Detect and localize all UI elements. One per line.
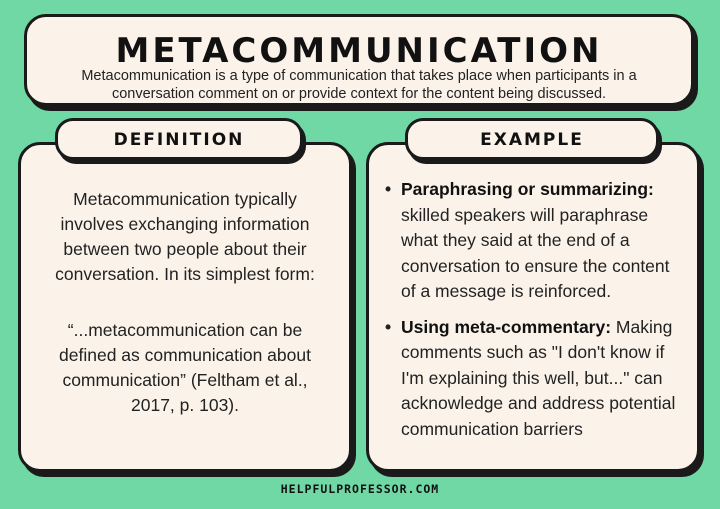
example-card — [366, 142, 700, 472]
definition-heading: DEFINITION — [55, 118, 303, 160]
definition-quote: “...metacommunication can be defined as communication about communication” (Feltham et al., 2017, p. 103). — [59, 320, 311, 415]
bullet-icon: • — [385, 179, 392, 199]
example-list — [383, 177, 679, 442]
list-item — [383, 177, 679, 305]
bullet-icon: • — [385, 316, 392, 337]
page-title: METACOMMUNICATION — [115, 31, 603, 71]
footer-site-link[interactable]: HELPFULPROFESSOR.COM — [280, 482, 440, 496]
title-card — [24, 14, 694, 106]
example-term: Using meta-commentary: — [401, 316, 612, 337]
example-text: Making comments such as "I don't know if I'm explaining this well, but..." can acknowledge and address potential communication barriers — [401, 316, 676, 439]
definition-paragraph: Metacommunication typically involves exchanging information between two people about their conversation. In its simplest form: — [55, 189, 315, 284]
page-subtitle: Metacommunication is a type of communication that takes place when participants in a conversation comment on or provide context for the content being discussed. — [81, 68, 637, 102]
example-term: Paraphrasing or summarizing: — [401, 179, 654, 199]
definition-card — [18, 142, 352, 472]
example-text: skilled speakers will paraphrase what they said at the end of a conversation to ensure the content of a message is reinforced. — [401, 204, 670, 301]
list-item — [383, 315, 679, 443]
example-heading: EXAMPLE — [405, 118, 659, 160]
